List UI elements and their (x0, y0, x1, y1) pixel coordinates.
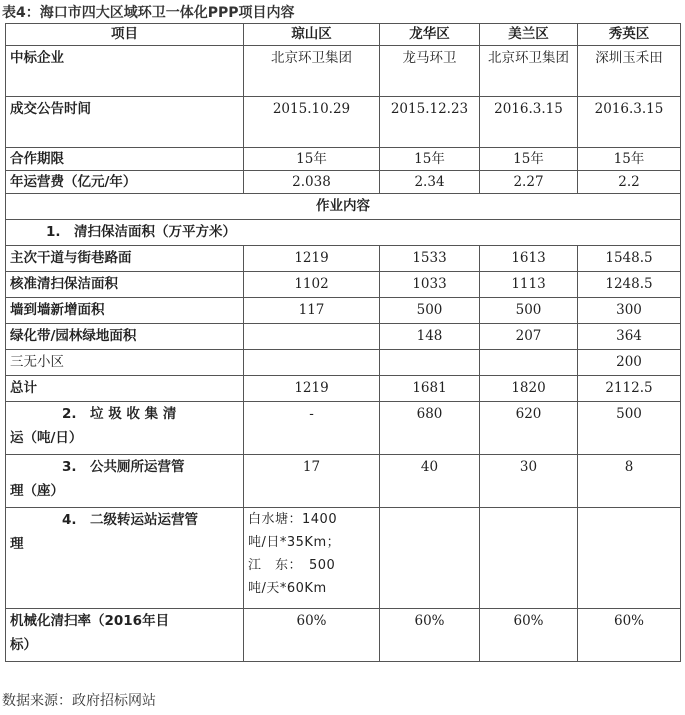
table-row (6, 455, 681, 508)
row-label: 年运营费（亿元/年） (6, 171, 244, 194)
cell: 364 (578, 324, 681, 350)
cell: 1533 (380, 246, 480, 272)
cell: 680 (380, 402, 480, 455)
subsection-header: 1. 清扫保洁面积（万平方米） (6, 220, 681, 246)
station-line: 吨/日*35Km； (248, 535, 341, 550)
row-label: 三无小区 (6, 350, 244, 376)
header-cell: 美兰区 (480, 24, 578, 46)
cell: 1102 (244, 272, 380, 298)
data-source-note: 数据来源：政府招标网站 (2, 693, 156, 709)
cell: 2.27 (480, 171, 578, 194)
row-label: 绿化带/园林绿地面积 (6, 324, 244, 350)
header-cell: 秀英区 (578, 24, 681, 46)
row-label-line: 3. 公共厕所运营管 (62, 459, 185, 475)
cell: 1248.5 (578, 272, 681, 298)
row-label (6, 508, 244, 609)
row-label-line: 标） (10, 637, 37, 653)
table-row (6, 272, 681, 298)
cell: 15年 (578, 148, 681, 171)
cell: 500 (480, 298, 578, 324)
cell (244, 324, 380, 350)
row-label: 总计 (6, 376, 244, 402)
header-cell: 龙华区 (380, 24, 480, 46)
cell: 北京环卫集团 (244, 46, 380, 97)
table-header-row (6, 24, 681, 46)
row-label: 墙到墙新增面积 (6, 298, 244, 324)
row-label: 合作期限 (6, 148, 244, 171)
transfer-station-cell (244, 508, 380, 609)
cell: 1613 (480, 246, 578, 272)
row-label (6, 402, 244, 455)
cell: 620 (480, 402, 578, 455)
cell: 207 (480, 324, 578, 350)
cell: 15年 (244, 148, 380, 171)
cell: 500 (380, 298, 480, 324)
cell: 200 (578, 350, 681, 376)
cell: 60% (480, 609, 578, 662)
header-cell: 琼山区 (244, 24, 380, 46)
station-line: 吨/天*60Km (248, 581, 327, 596)
section-header-row (6, 194, 681, 220)
station-line: 江 东： 500 (248, 558, 336, 573)
cell: 40 (380, 455, 480, 508)
row-label (6, 455, 244, 508)
cell: 8 (578, 455, 681, 508)
cell: 148 (380, 324, 480, 350)
table-row (6, 148, 681, 171)
row-label: 核准清扫保洁面积 (6, 272, 244, 298)
cell: 500 (578, 402, 681, 455)
cell: 1820 (480, 376, 578, 402)
table-row (6, 246, 681, 272)
table-row (6, 324, 681, 350)
cell: 2112.5 (578, 376, 681, 402)
cell: 17 (244, 455, 380, 508)
cell: 15年 (380, 148, 480, 171)
table-row (6, 508, 681, 609)
cell: 2015.12.23 (380, 97, 480, 148)
cell: 龙马环卫 (380, 46, 480, 97)
table-row (6, 298, 681, 324)
table-row (6, 171, 681, 194)
cell: - (244, 402, 380, 455)
cell: 2.038 (244, 171, 380, 194)
cell (480, 508, 578, 609)
table-row (6, 376, 681, 402)
section-header: 作业内容 (6, 194, 681, 220)
cell (380, 508, 480, 609)
project-table (5, 23, 681, 662)
row-label-line: 4. 二级转运站运营管 (62, 512, 199, 528)
cell: 1681 (380, 376, 480, 402)
row-label-line: 理（座） (10, 483, 64, 499)
row-label-line: 理 (10, 536, 24, 552)
subsection-row (6, 220, 681, 246)
cell: 1548.5 (578, 246, 681, 272)
cell: 2.2 (578, 171, 681, 194)
cell: 60% (578, 609, 681, 662)
table-title: 表4：海口市四大区域环卫一体化PPP项目内容 (2, 5, 295, 21)
cell: 300 (578, 298, 681, 324)
cell: 60% (244, 609, 380, 662)
table-row (6, 609, 681, 662)
cell: 2015.10.29 (244, 97, 380, 148)
row-label-line: 运（吨/日） (10, 430, 83, 446)
cell: 117 (244, 298, 380, 324)
cell (380, 350, 480, 376)
table-row (6, 97, 681, 148)
row-label (6, 609, 244, 662)
cell (578, 508, 681, 609)
cell: 2016.3.15 (578, 97, 681, 148)
table-row (6, 46, 681, 97)
cell (244, 350, 380, 376)
row-label: 主次干道与街巷路面 (6, 246, 244, 272)
cell: 2016.3.15 (480, 97, 578, 148)
cell: 1033 (380, 272, 480, 298)
station-line: 白水塘：1400 (248, 512, 338, 527)
cell: 60% (380, 609, 480, 662)
header-cell: 项目 (6, 24, 244, 46)
row-label-line: 机械化清扫率（2016年目 (10, 613, 170, 629)
cell: 1219 (244, 246, 380, 272)
table-row (6, 350, 681, 376)
cell: 北京环卫集团 (480, 46, 578, 97)
cell: 1113 (480, 272, 578, 298)
cell: 2.34 (380, 171, 480, 194)
cell: 30 (480, 455, 578, 508)
cell (480, 350, 578, 376)
cell: 15年 (480, 148, 578, 171)
cell: 1219 (244, 376, 380, 402)
table-row (6, 402, 681, 455)
cell: 深圳玉禾田 (578, 46, 681, 97)
row-label: 成交公告时间 (6, 97, 244, 148)
row-label: 中标企业 (6, 46, 244, 97)
row-label-line: 2. 垃 圾 收 集 清 (62, 406, 177, 422)
